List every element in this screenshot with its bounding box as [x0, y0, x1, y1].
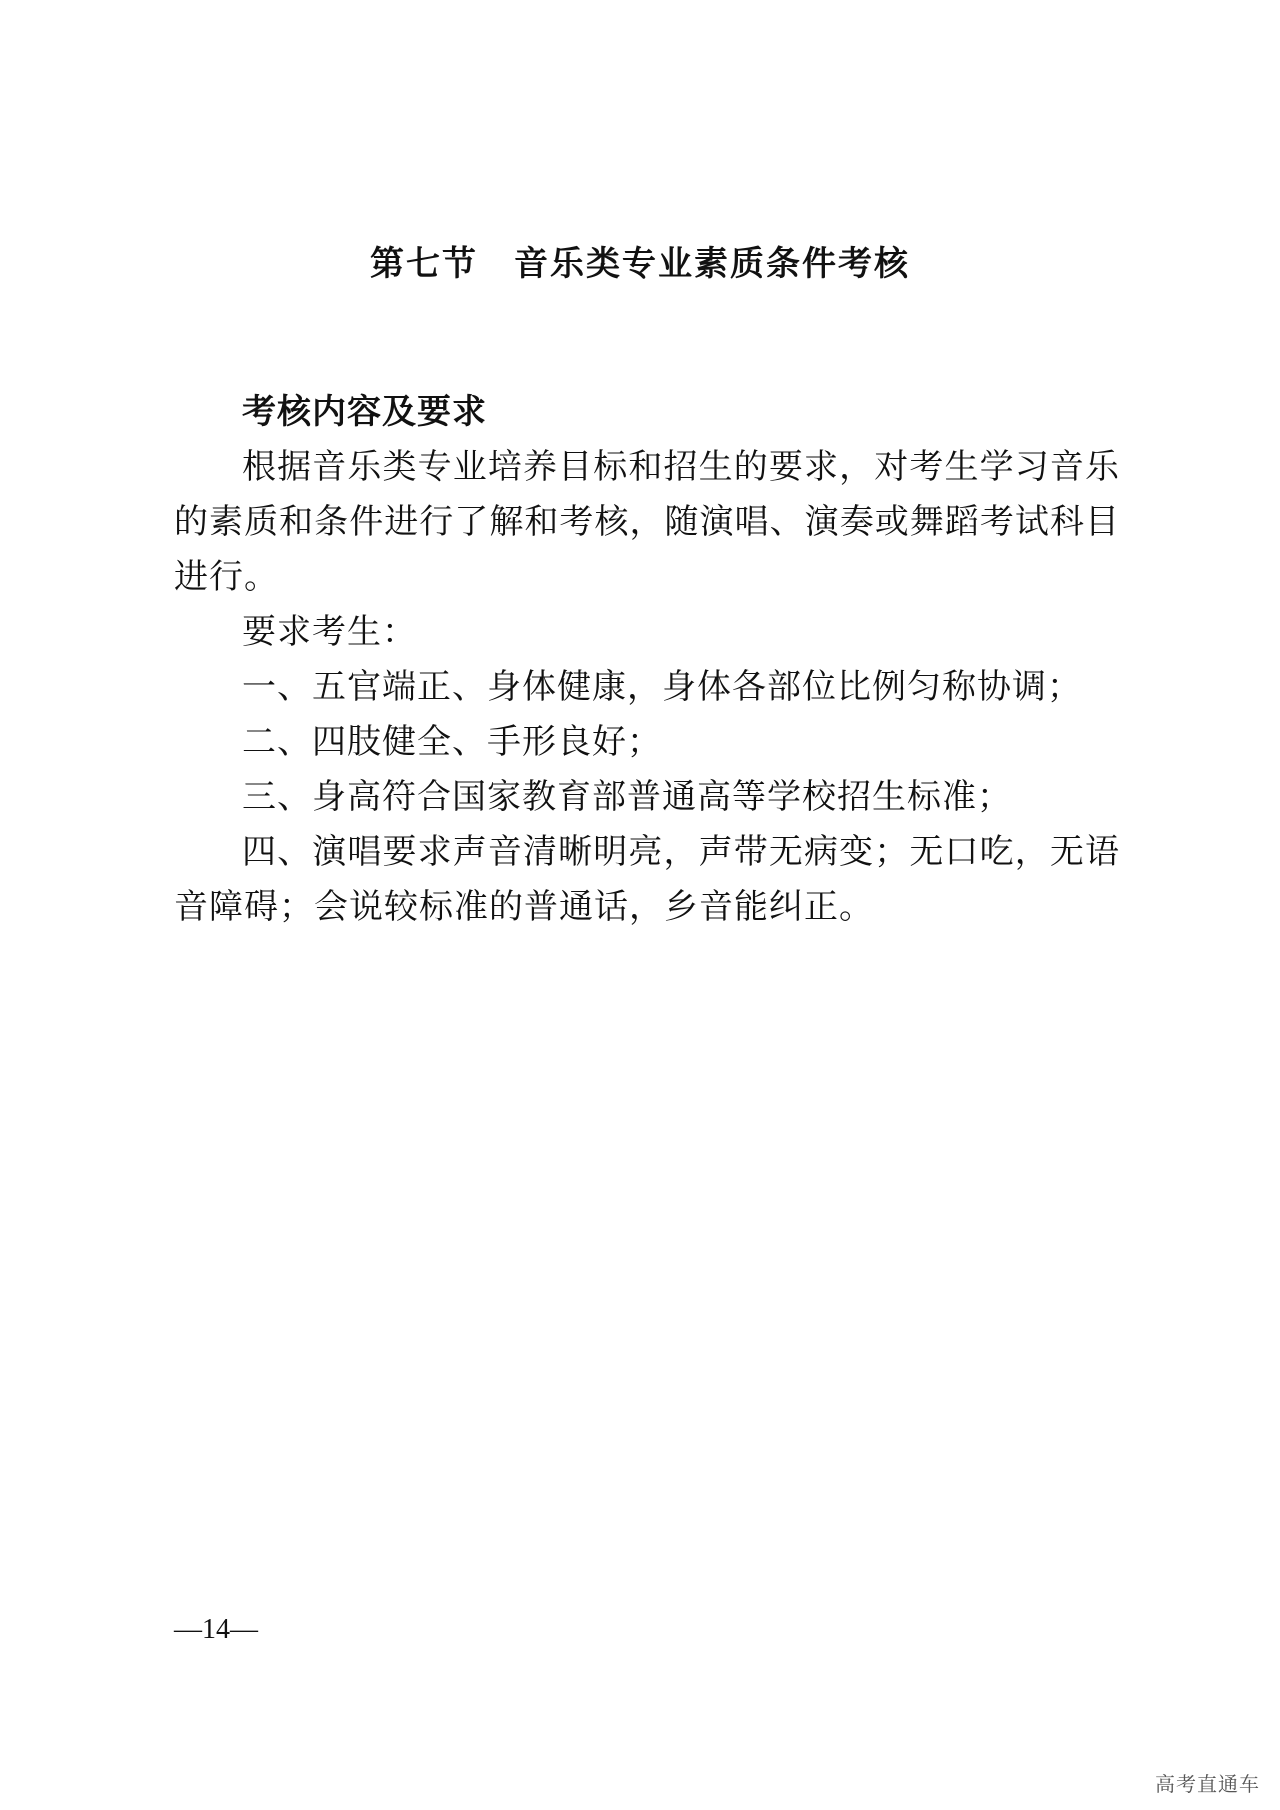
paragraph-intro: 根据音乐类专业培养目标和招生的要求，对考生学习音乐的素质和条件进行了解和考核，随演唱、演奏或舞蹈考试科目进行。 — [174, 447, 1120, 597]
requirement-item-4: 四、演唱要求声音清晰明亮，声带无病变；无口吃，无语音障碍；会说较标准的普通话，乡音能纠正。 — [174, 832, 1120, 927]
page-number: —14— — [174, 1614, 258, 1645]
requirement-item-2: 二、四肢健全、手形良好； — [242, 722, 662, 762]
subheading: 考核内容及要求 — [242, 392, 487, 432]
requirement-item-3: 三、身高符合国家教育部普通高等学校招生标准； — [242, 777, 1012, 817]
section-title: 第七节 音乐类专业素质条件考核 — [370, 244, 910, 284]
watermark: 高考直通车 — [1155, 1772, 1260, 1796]
body-text — [174, 385, 1120, 935]
paragraph-requirements-lead: 要求考生： — [242, 612, 417, 652]
requirement-item-1: 一、五官端正、身体健康，身体各部位比例匀称协调； — [242, 667, 1082, 707]
